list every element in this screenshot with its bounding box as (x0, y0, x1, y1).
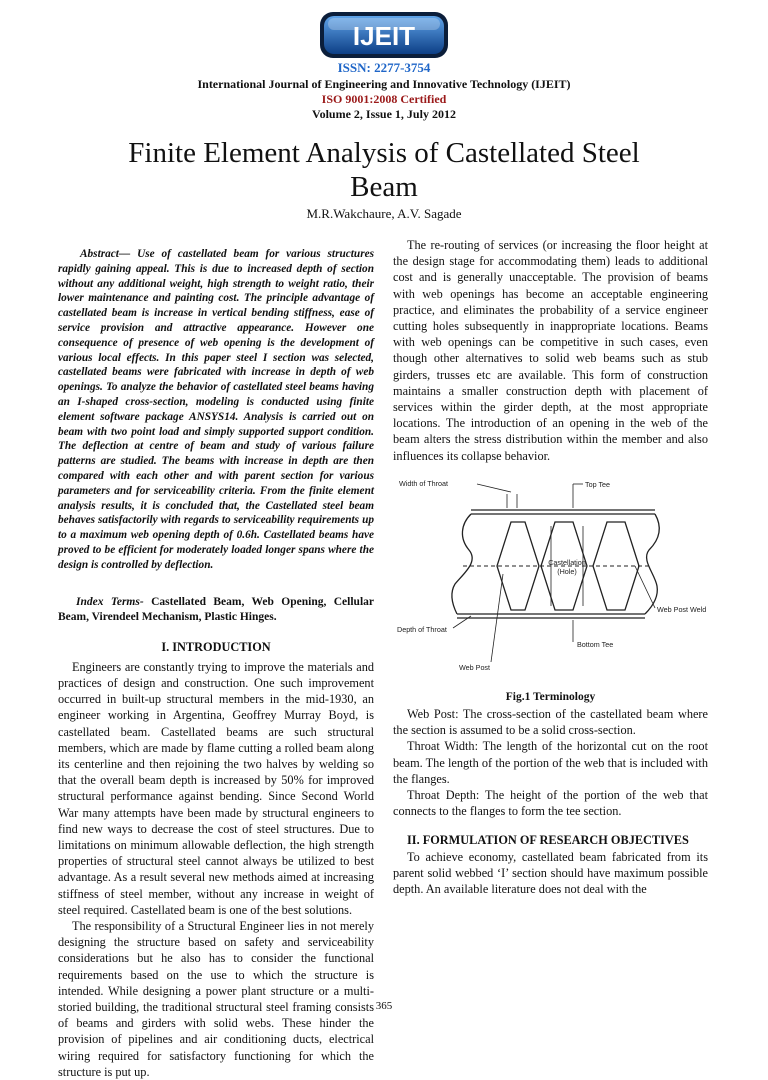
definition-throat-width: Throat Width: The length of the horizontal cut on the root beam. The length of the portion of the web that is included with the flanges. (393, 739, 708, 786)
index-terms-text: Castellated Beam, Web Opening, Cellular Beam, Virendeel Mechanism, Plastic Hinges. (58, 595, 374, 623)
intro-paragraph-3: The re-routing of services (or increasing the floor height at the design stage for accommodating them) leads to additional cost and is generally unacceptable. The provision of beams with web openings has become an acceptable engineering practice, and eliminates the probability of a service engineer cutting holes subsequently in inappropriate locations. Beams with web openings can be competitive in such cases, even though other alternatives to solid web beams such as stub girders, trusses etc are available. This form of construction maintains a smaller construction depth with placement of services within the girder depth, at the most appropriate locations. The introduction of an opening in the web of the beam alters the stress distribution within the member and also influences its collapse behavior. (393, 238, 708, 463)
intro-paragraph-1: Engineers are constantly trying to improve the materials and practices of design and construction. One such improvement occurred in built-up structural members in the mid-1930, an engineer working in Argentina, Geoffrey Murray Boyd, is castellated beam. Castellated beams are such structural members, which are made by flame cutting a rolled beam along its centerline and then rejoining the two halves by welding so that the overall beam depth is increased by 50% for improved structural performance against bending. Since Second World War many attempts have been made by structural engineers to find new ways to decrease the cost of steel structures. Due to limitations on minimum allowable deflection, the high strength properties of structural steel cannot always be utilized to best advantage. As a result several new methods aimed at increasing stiffness of steel member, without any increase in weight of steel required. Castellated beam is one of the best solutions. (58, 659, 374, 917)
label-hole: (Hole) (557, 566, 577, 576)
index-terms-label: Index Terms- (76, 595, 144, 608)
castellated-beam-diagram (393, 478, 708, 686)
logo-text: IJEIT (352, 21, 416, 51)
ijeit-logo (318, 8, 450, 62)
index-terms (58, 595, 374, 625)
definition-web-post: Web Post: The cross-section of the castellated beam where the section is assumed to be a solid cross-section. (393, 707, 708, 738)
abstract-text: Use of castellated beam for various structures rapidly gaining appeal. This is due to increased depth of section without any additional weight, high strength to weight ratio, their lower maintenance and painting cost. The principle advantage of castellated beam is increase in vertical bending stiffness, ease of service provision and attractive appearance. However one consequence of presence of web opening is the development of various local effects. In this paper steel I section was selected, castellated beams were fabricated with increase in depth of web openings. To analyze the behavior of castellated steel beams having an I-shaped cross-section, modeling is conducted using finite element software package ANSYS14. Analysis is carried out on beam with two point load and simply supported support condition. The deflection at centre of beam and study of various failure patterns are studied. The beams with increase in depth are then compared with each other and with parent section for various parameters and for serviceability criteria. From the finite element analysis results, it is concluded that, the Castellated steel beam behaves satisfactorily with regards to serviceability requirements up to a maximum web opening depth of 0.6h. Castellated beams have proved to be efficient for moderately loaded longer spans where the design is controlled by deflection. (58, 248, 374, 571)
objectives-paragraph-1: To achieve economy, castellated beam fabricated from its parent solid webbed ‘I’ section should have maximum possible depth. An available literature does not deal with the (393, 849, 708, 897)
journal-name: International Journal of Engineering and Innovative Technology (IJEIT) (197, 77, 571, 91)
paper-title (90, 136, 678, 204)
label-castellation: Castellation (548, 557, 586, 567)
right-column (393, 237, 708, 897)
figure-terminology (393, 478, 708, 686)
intro-paragraph-2: The responsibility of a Structural Engineer lies in not merely designing the structure based on safety and serviceability considerations but he also has to consider the functional requirements based on the use to which the structure is intended. While designing a power plant structure or a multi-storied building, the traditional structural steel framing consists of beams and girders with solid webs. These hinder the provision of pipelines and air conditioning ducts, electrical wiring required for satisfactory functioning for which the structure is put up. (58, 918, 374, 1079)
label-bottom-tee: Bottom Tee (577, 639, 614, 649)
volume-issue: Volume 2, Issue 1, July 2012 (312, 107, 456, 121)
label-web-post: Web Post (459, 662, 491, 672)
figure-caption: Fig.1 Terminology (505, 690, 596, 703)
label-depth-of-throat: Depth of Throat (397, 624, 447, 634)
page-number: 365 (375, 1000, 393, 1012)
label-width-of-throat: Width of Throat (399, 478, 449, 488)
label-top-tee: Top Tee (585, 479, 611, 489)
section-heading-research-objectives: II. FORMULATION OF RESEARCH OBJECTIVES (407, 833, 689, 848)
section-heading-introduction: I. INTRODUCTION (161, 639, 271, 654)
label-web-post-weld: Web Post Weld (657, 604, 707, 614)
left-column (58, 237, 374, 1080)
issn: ISSN: 2277-3754 (337, 60, 431, 75)
abstract-label: Abstract— (80, 248, 131, 260)
authors: M.R.Wakchaure, A.V. Sagade (306, 206, 462, 221)
title-line-2: Beam (350, 171, 418, 203)
abstract (58, 247, 374, 573)
iso-certification: ISO 9001:2008 Certified (321, 92, 447, 106)
definition-throat-depth: Throat Depth: The height of the portion of the web that connects to the flanges to form the tee section. (393, 788, 708, 819)
title-line-1: Finite Element Analysis of Castellated Steel (128, 137, 640, 169)
